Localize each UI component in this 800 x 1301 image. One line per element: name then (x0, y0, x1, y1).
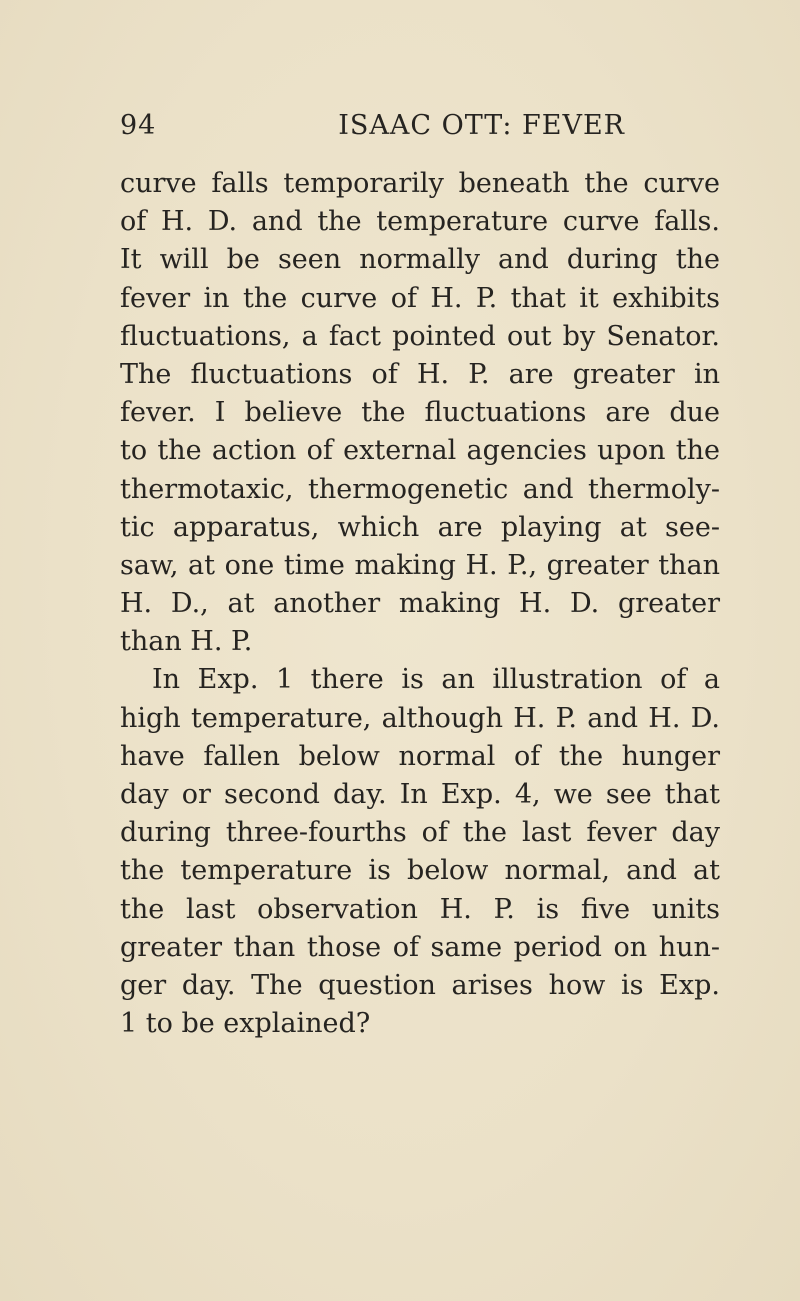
text-line: high temperature, although H. P. and H. D. (120, 702, 720, 734)
page-header (120, 110, 625, 150)
text-line: tic apparatus, which are playing at see- (120, 511, 720, 543)
text-line: saw, at one time making H. P., greater than (120, 549, 720, 581)
text-line: of H. D. and the temperature curve falls. (120, 206, 720, 238)
text-line: have fallen below normal of the hunger (120, 740, 720, 772)
text-line: In Exp. 1 there is an illustration of a (152, 664, 720, 696)
running-head: ISAAC OTT: FEVER (338, 110, 625, 141)
text-line: during three-fourths of the last fever day (120, 817, 720, 849)
text-line: curve falls temporarily beneath the curve (120, 168, 720, 199)
text-line: The fluctuations of H. P. are greater in (120, 358, 720, 390)
text-line: greater than those of same period on hun- (120, 931, 720, 963)
text-line: the last observation H. P. is five units (120, 893, 720, 925)
text-line: the temperature is below normal, and at (120, 855, 720, 887)
text-line: It will be seen normally and during the (120, 244, 720, 276)
text-line: than H. P. (120, 626, 253, 658)
body-text (120, 165, 720, 1043)
text-line: day or second day. In Exp. 4, we see that (120, 779, 720, 810)
text-line: fever in the curve of H. P. that it exhibits (120, 282, 720, 314)
text-line: thermotaxic, thermogenetic and thermoly- (120, 473, 720, 505)
text-line: H. D., at another making H. D. greater (120, 588, 720, 620)
text-line: fever. I believe the fluctuations are due (120, 397, 720, 429)
text-line: ger day. The question arises how is Exp. (120, 969, 720, 1001)
text-line: to the action of external agencies upon the (120, 435, 720, 467)
page-number: 94 (120, 110, 157, 141)
text-line: 1 to be explained? (120, 1008, 371, 1040)
text-line: fluctuations, a fact pointed out by Senator. (120, 320, 720, 352)
